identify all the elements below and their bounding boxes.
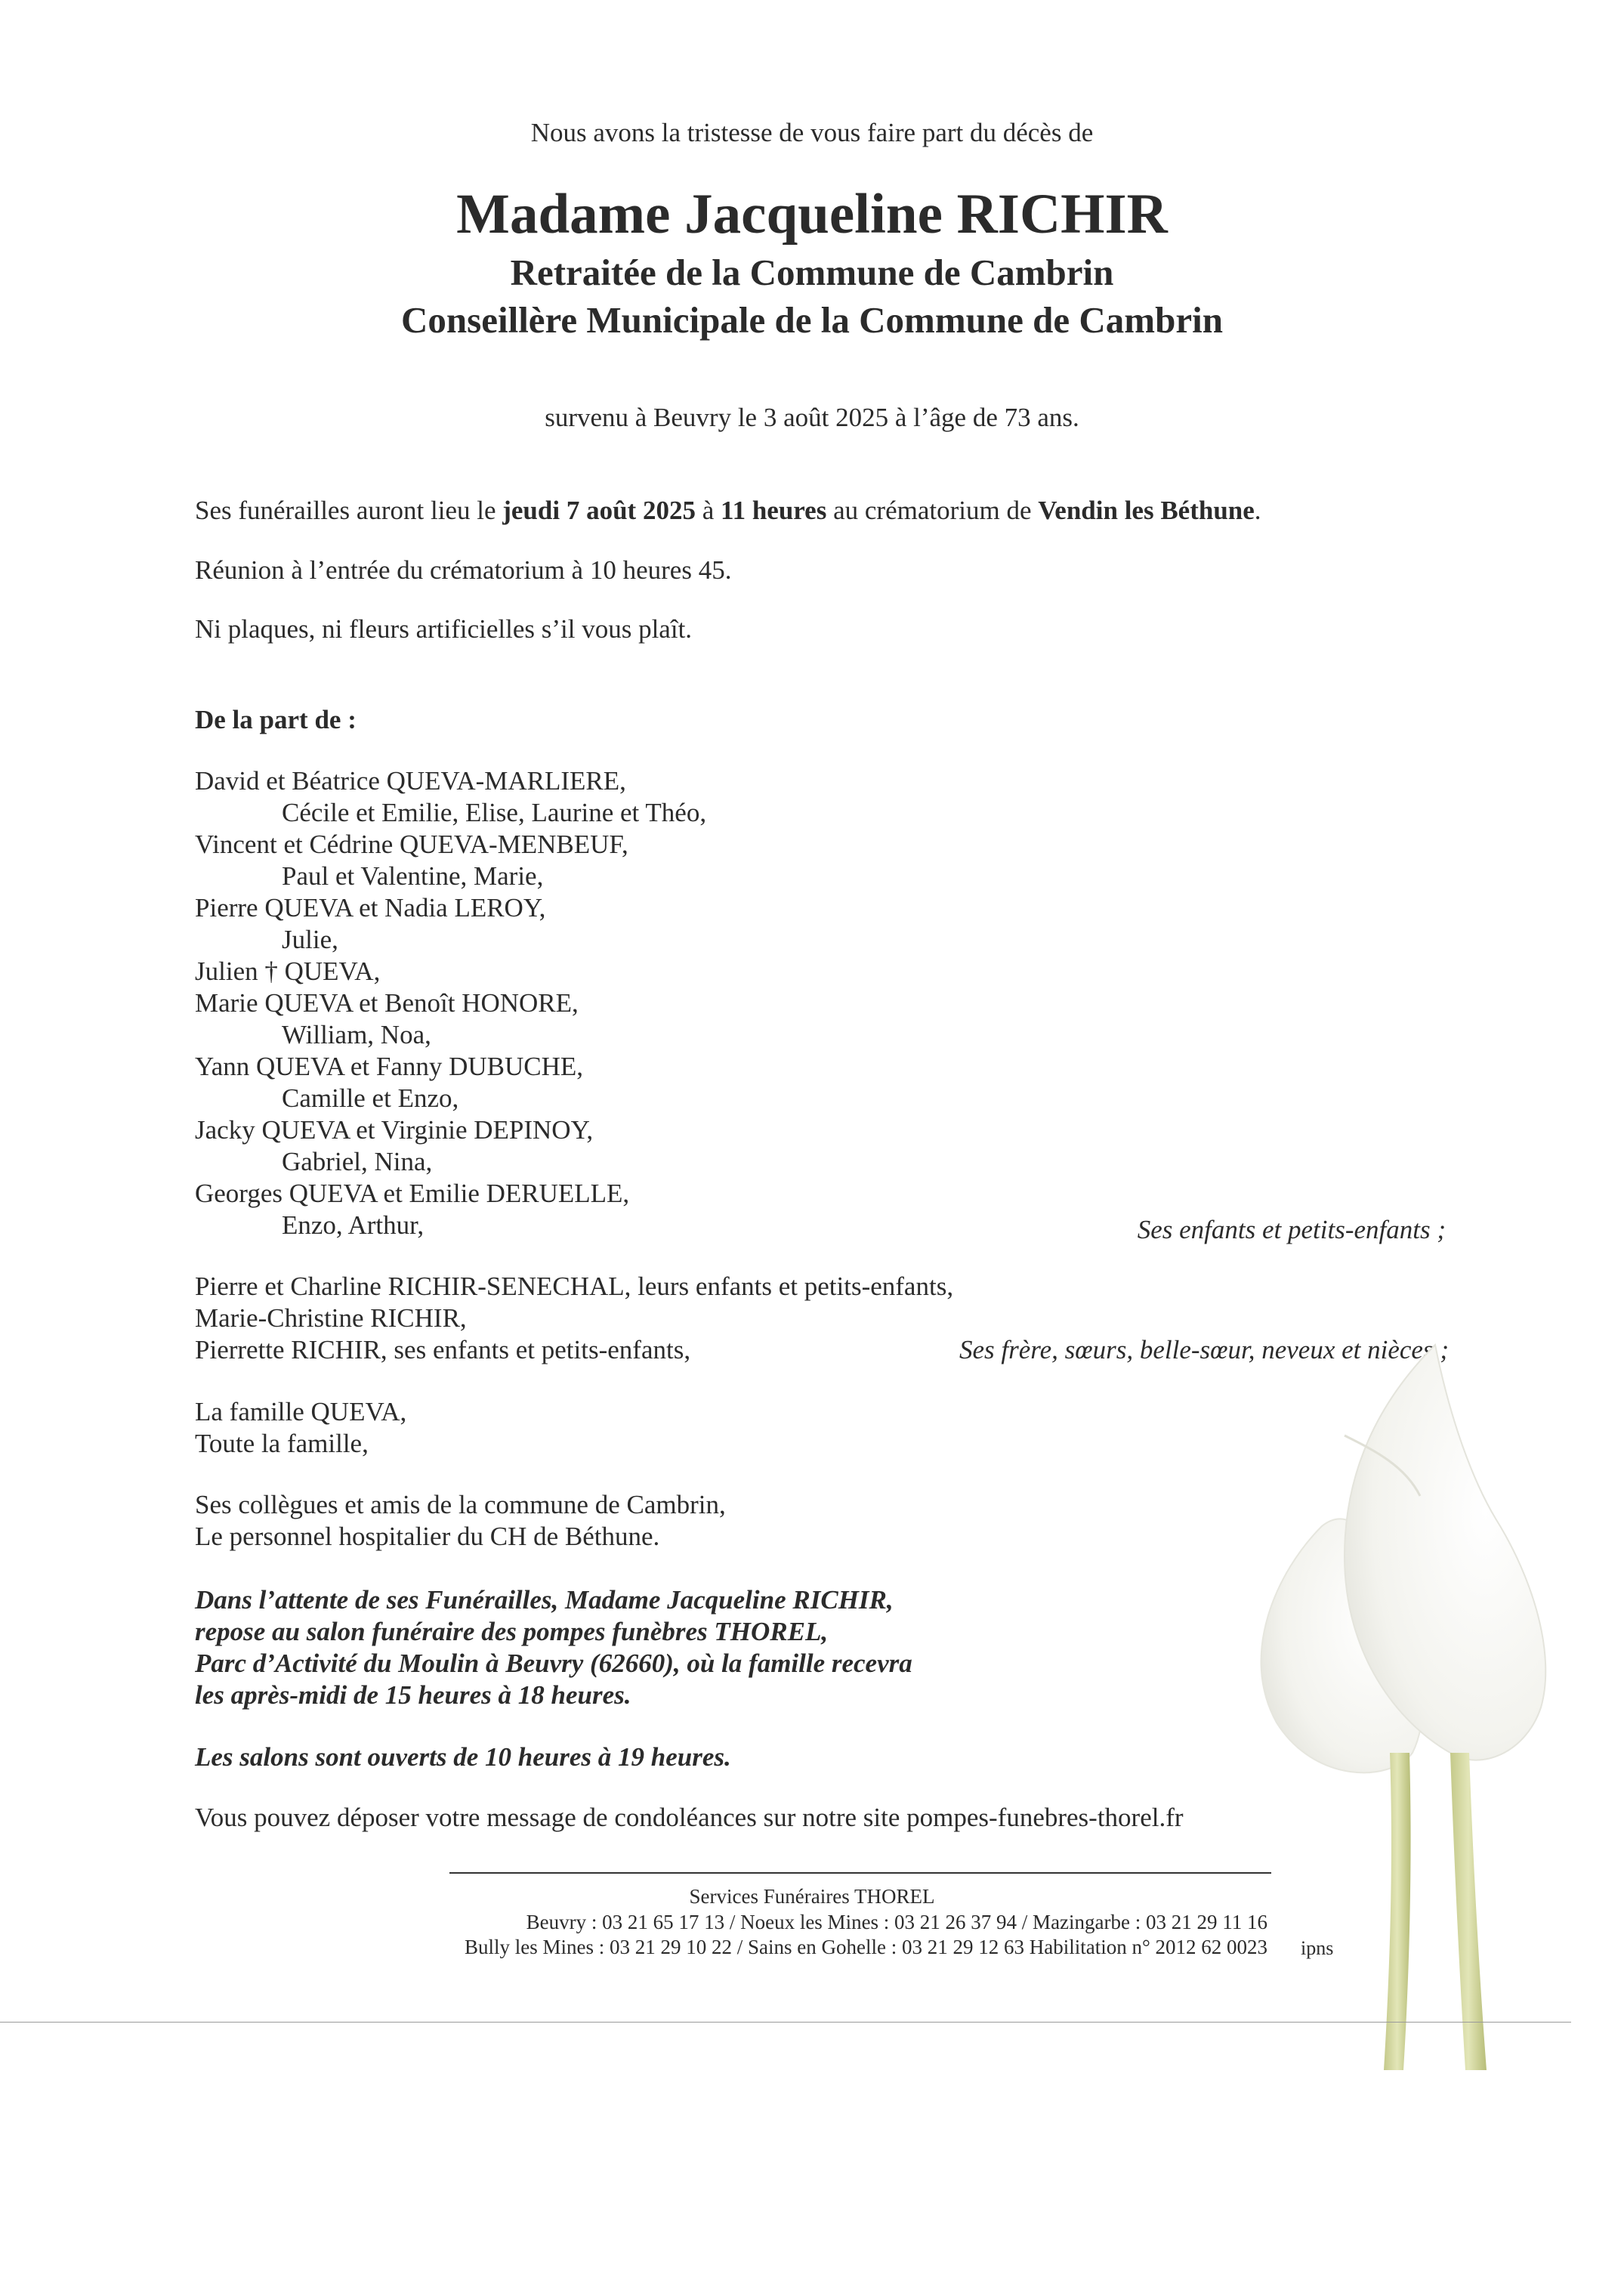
meeting-paragraph: Réunion à l’entrée du crématorium à 10 heures 45. <box>195 555 732 585</box>
funeral-text-b: à <box>695 496 721 525</box>
notice-line: Dans l’attente de ses Funérailles, Madame Jacqueline RICHIR, <box>195 1585 894 1615</box>
footer-phones-2: Bully les Mines : 03 21 29 10 22 / Sains en Gohelle : 03 21 29 12 63 Habilitation n° 2012 62 0023 <box>465 1936 1267 1958</box>
colleague-line: Le personnel hospitalier du CH de Béthune. <box>195 1522 660 1551</box>
family-line: Gabriel, Nina, <box>282 1147 433 1176</box>
funeral-paragraph <box>195 497 1261 524</box>
title-retired: Retraitée de la Commune de Cambrin <box>510 252 1114 293</box>
family-line: William, Noa, <box>282 1020 431 1049</box>
sibling-line: Pierre et Charline RICHIR-SENECHAL, leurs enfants et petits-enfants, <box>195 1272 954 1301</box>
notice-line: les après-midi de 15 heures à 18 heures. <box>195 1680 631 1710</box>
flowers-paragraph: Ni plaques, ni fleurs artificielles s’il vous plaît. <box>195 614 693 644</box>
family-line: Pierre QUEVA et Nadia LEROY, <box>195 893 546 922</box>
other-line: Toute la famille, <box>195 1429 369 1458</box>
family-line: Paul et Valentine, Marie, <box>282 861 544 891</box>
family-line: Yann QUEVA et Fanny DUBUCHE, <box>195 1052 584 1081</box>
title-councillor: Conseillère Municipale de la Commune de Cambrin <box>401 299 1223 341</box>
sibling-line: Marie-Christine RICHIR, <box>195 1303 467 1333</box>
calla-lily-image <box>1163 1330 1586 2070</box>
family-line: David et Béatrice QUEVA-MARLIERE, <box>195 766 626 796</box>
sibling-line: Pierrette RICHIR, ses enfants et petits-enfants, <box>195 1335 691 1364</box>
siblings-label: Ses frère, sœurs, belle-sœur, neveux et nièces ; <box>959 1335 1449 1364</box>
family-line: Marie QUEVA et Benoît HONORE, <box>195 988 579 1018</box>
colleague-line: Ses collègues et amis de la commune de Cambrin, <box>195 1490 726 1519</box>
funeral-time: 11 heures <box>721 496 827 525</box>
print-mark: ipns <box>1301 1937 1334 1959</box>
family-line: Jacky QUEVA et Virginie DEPINOY, <box>195 1115 594 1145</box>
family-line: Vincent et Cédrine QUEVA-MENBEUF, <box>195 830 628 859</box>
notice-line: Parc d’Activité du Moulin à Beuvry (62660), où la famille recevra <box>195 1649 912 1678</box>
footer-company: Services Funéraires THOREL <box>689 1885 935 1908</box>
family-line: Cécile et Emilie, Elise, Laurine et Théo, <box>282 798 707 827</box>
footer-divider <box>449 1872 1271 1874</box>
family-line: Camille et Enzo, <box>282 1083 459 1113</box>
funeral-text-d: . <box>1254 496 1261 525</box>
deceased-name: Madame Jacqueline RICHIR <box>456 183 1168 246</box>
funeral-text-c: au crématorium de <box>826 496 1039 525</box>
funeral-text-a: Ses funérailles auront lieu le <box>195 496 503 525</box>
family-heading: De la part de : <box>195 705 357 734</box>
condolence-website: Vous pouvez déposer votre message de condoléances sur notre site pompes-funebres-thorel.fr <box>195 1803 1184 1832</box>
family-line: Julien † QUEVA, <box>195 956 381 986</box>
family-line: Georges QUEVA et Emilie DERUELLE, <box>195 1179 630 1208</box>
children-label: Ses enfants et petits-enfants ; <box>1137 1215 1446 1244</box>
family-line: Julie, <box>282 925 338 954</box>
death-info: survenu à Beuvry le 3 août 2025 à l’âge de 73 ans. <box>545 403 1079 432</box>
intro-text: Nous avons la tristesse de vous faire part du décès de <box>530 118 1094 147</box>
family-line: Enzo, Arthur, <box>282 1210 425 1240</box>
funeral-date: jeudi 7 août 2025 <box>502 496 696 525</box>
footer-phones-1: Beuvry : 03 21 65 17 13 / Noeux les Mines : 03 21 26 37 94 / Mazingarbe : 03 21 29 11 16 <box>526 1911 1267 1933</box>
other-line: La famille QUEVA, <box>195 1397 407 1426</box>
notice-line: repose au salon funéraire des pompes funèbres THOREL, <box>195 1617 829 1646</box>
funeral-place: Vendin les Béthune <box>1038 496 1255 525</box>
page-edge-line <box>0 2022 1571 2023</box>
salon-hours: Les salons sont ouverts de 10 heures à 19 heures. <box>195 1742 731 1772</box>
